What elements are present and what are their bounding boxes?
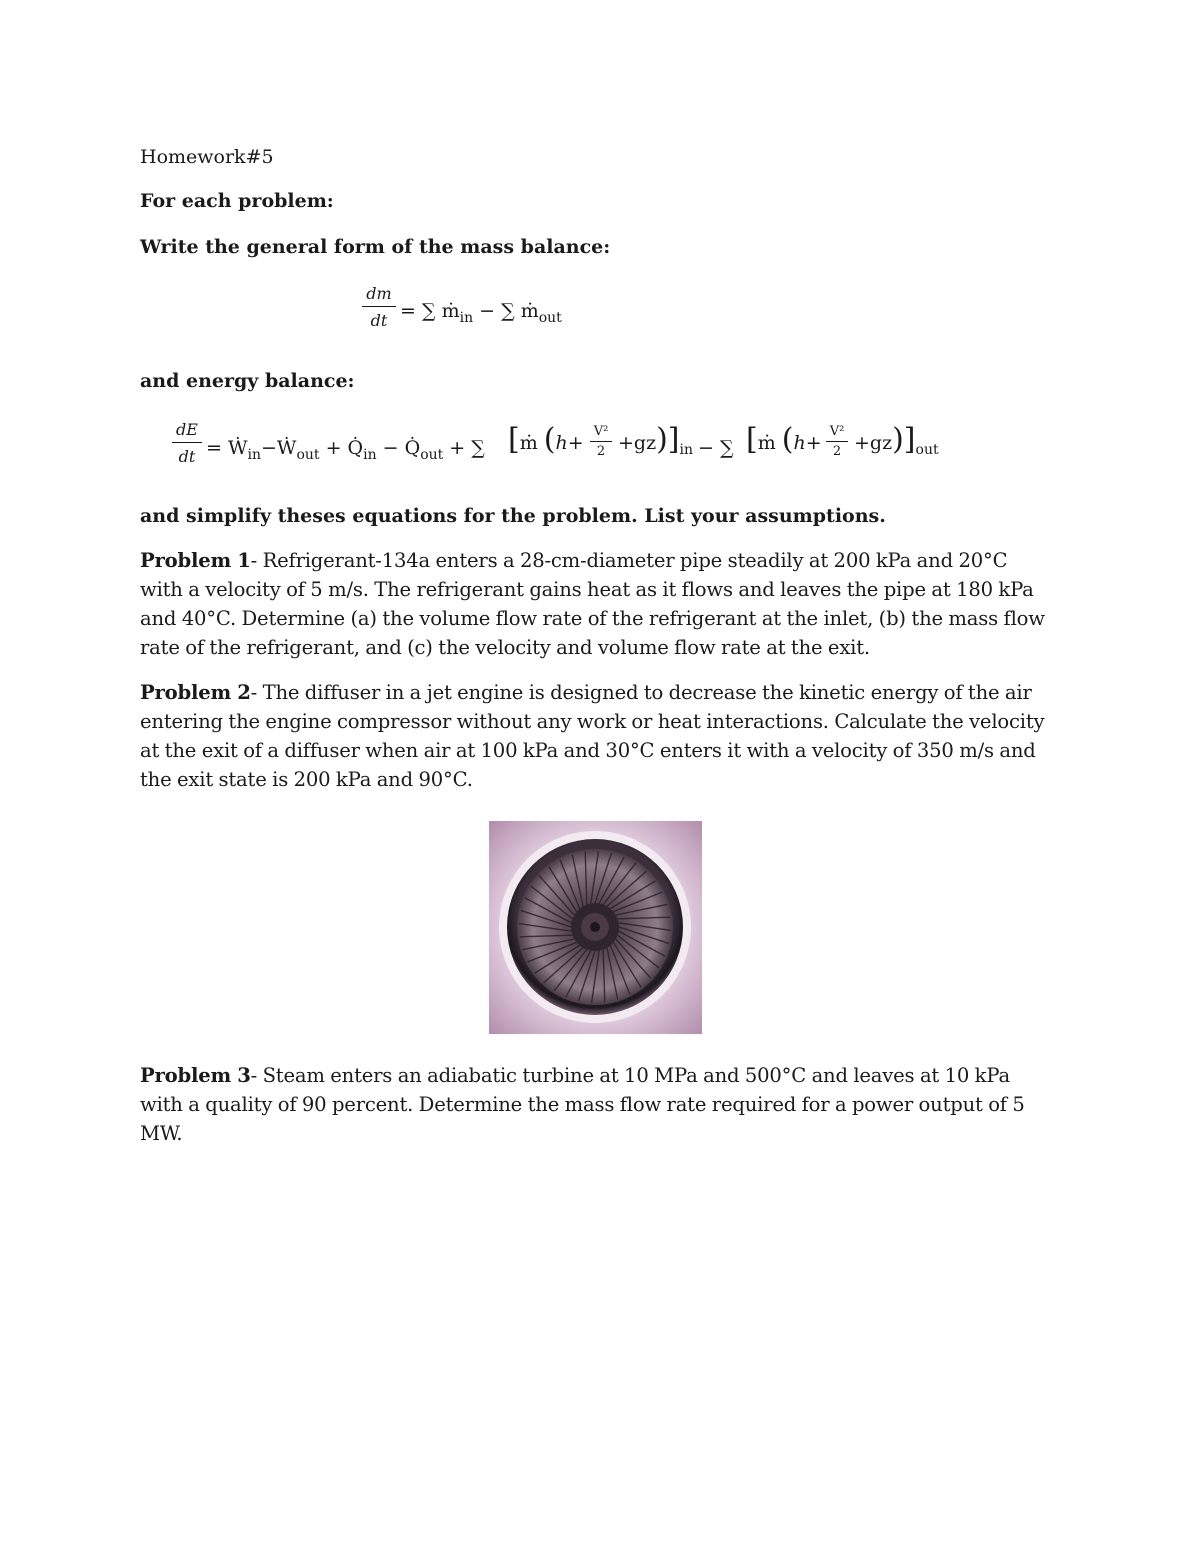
outlet-velocity-fraction: V² 2 <box>826 424 848 459</box>
problem-3 <box>140 1061 1055 1148</box>
jet-engine-image <box>489 821 702 1034</box>
mass-fraction: dm dt <box>362 284 396 330</box>
energy-balance-label: and energy balance: <box>140 370 355 392</box>
outlet-gz-term: $+gz)]_{out}$ <box>854 422 939 458</box>
problem-3-label: Problem 3 <box>140 1064 251 1087</box>
problem-1 <box>140 546 1055 662</box>
energy-fraction: dE dt <box>172 420 202 466</box>
mass-balance-label: Write the general form of the mass balance: <box>140 236 611 258</box>
inlet-bracket-term: [ṁ (h+ <box>508 422 584 457</box>
mass-rhs: = ∑ ṁ$_{in}$ − ∑ ṁ$_{out}$ <box>400 300 562 326</box>
inlet-gz-term: $+gz)]_{in}$ <box>618 422 694 458</box>
problem-1-text: - Refrigerant-134a enters a 28-cm-diameter pipe steadily at 200 kPa and 20°C with a velocity of 5 m/s. The refrigerant gains heat as it flows and leaves the pipe at 180 kPa and 40°C. Determine (a) the volume flow rate of the refrigerant at the inlet, (b) the mass flow rate of the refrigerant, and (c) the velocity and volume flow rate at the exit. <box>140 549 1045 659</box>
problem-2-text: - The diffuser in a jet engine is designed to decrease the kinetic energy of the air entering the engine compressor without any work or heat interactions. Calculate the velocity at the exit of a diffuser when air at 100 kPa and 30°C enters it with a velocity of 350 m/s and the exit state is 200 kPa and 90°C. <box>140 681 1045 791</box>
jet-engine-illustration <box>489 821 702 1034</box>
sum-minus: − ∑ <box>698 437 734 459</box>
problem-2 <box>140 678 1055 794</box>
outlet-bracket-term: [ṁ (h+ <box>746 422 822 457</box>
simplify-instruction: and simplify theses equations for the problem. List your assumptions. <box>140 505 886 527</box>
for-each-problem: For each problem: <box>140 190 334 212</box>
homework-title: Homework#5 <box>140 146 274 168</box>
inlet-velocity-fraction: V² 2 <box>590 424 612 459</box>
problem-2-label: Problem 2 <box>140 681 251 704</box>
energy-work-heat-terms: = Ẇ$_{in}$−Ẇ$_{out}$ + $Q̇_{in}$ − $Q̇_{out}$ + ∑ <box>206 437 485 463</box>
problem-1-label: Problem 1 <box>140 549 251 572</box>
problem-3-text: - Steam enters an adiabatic turbine at 10 MPa and 500°C and leaves at 10 kPa with a quality of 90 percent. Determine the mass flow rate required for a power output of 5 MW. <box>140 1064 1025 1145</box>
